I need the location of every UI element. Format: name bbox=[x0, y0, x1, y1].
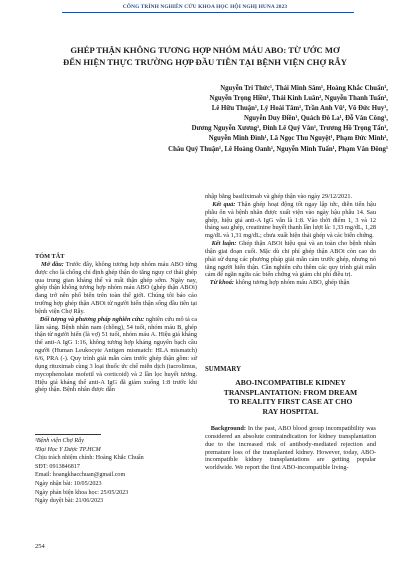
results-text: Thận ghép hoạt động tốt ngay lập tức, diễn tiến hậu phẫu ổn và bệnh nhân được xuất viện vào ngày hậu phẫu 14. Sau ghép, hiệu giá anti-A IgG vẫn là 1:8. Vào thời điểm 1, 3 và 12 tháng sau ghép, creatinine huyết thanh lần lượt là: 1,33 mg/dL, 1,28 mg/dL và 1,31 mg/dL; chưa xuất hiện thải ghép và các biến chứng. bbox=[205, 200, 377, 240]
continued-text: nhập bằng basiliximab và ghép thận vào ngày 29/12/2021. bbox=[205, 193, 353, 200]
corresponding-author: Chịu trách nhiệm chính: Hoàng Khắc Chuẩn bbox=[35, 455, 144, 462]
article-title bbox=[40, 45, 370, 68]
author-list bbox=[126, 84, 388, 155]
results-label: Kết quả: bbox=[212, 200, 236, 208]
author-line: Nguyễn Trí Thức¹, Thái Minh Sâm¹, Hoàng Khắc Chuẩn¹, bbox=[220, 85, 388, 92]
received-date: Ngày nhận bài: 10/05/2023 bbox=[35, 480, 102, 487]
review-date: Ngày phản biện khoa học: 25/05/2023 bbox=[35, 489, 129, 496]
author-line: Dương Nguyễn Xương¹, Đinh Lê Quý Văn¹, Trương Hồ Trọng Tấn¹, bbox=[191, 125, 388, 133]
footnote-rule bbox=[35, 434, 101, 435]
phone: SĐT: 0913846817 bbox=[35, 463, 80, 470]
page-number: 254 bbox=[35, 543, 45, 550]
english-abstract bbox=[205, 425, 376, 472]
email: Email: hoangkhacchuan@gmail.com bbox=[35, 472, 126, 479]
en-title-line: RAY HOSPITAL bbox=[262, 406, 319, 416]
footnotes bbox=[35, 437, 197, 506]
author-line: Nguyễn Minh Đình¹, Lã Ngọc Thu Nguyệt¹, Phạm Đức Minh², bbox=[208, 135, 388, 143]
summary-heading-vi: TÓM TẮT bbox=[35, 253, 65, 260]
author-line: Nguyễn Trọng Hiền¹, Thái Kinh Luân², Nguyễn Thanh Tuấn², bbox=[209, 95, 388, 103]
en-title-line: TO REALITY FIRST CASE AT CHO bbox=[228, 397, 353, 407]
affiliation-2: ²Đại Học Y Dược TP.HCM bbox=[35, 446, 101, 453]
methods-text: nghiên cứu mô tả ca lâm sàng. Bệnh nhân nam (chồng), 54 tuổi, nhóm máu B, ghép thận từ người hiến (là vợ) 51 tuổi, nhóm máu A. Hiệu giá kháng thể anti-A IgG 1:16, không tương hợp kháng nguyên bạch cầu người (Human Leukocyte Antigen mismatch: HLA mismatch) 6/6, PRA (-). Quy trình giải mẫn cảm trước ghép thận gồm: sử dụng rituximab cùng 3 loại thuốc ức chế miễn dịch (tacrolimus, mycophenolate mofetil và corticoid) và 2 lần lọc huyết tương. Hiệu giá kháng thể anti-A IgG đã giảm xuống 1:8 trước khi ghép thận. Bệnh nhân được dẫn bbox=[35, 315, 197, 394]
background-text: In the past, ABO blood group incompatibility was considered an absolute contraindication for kidney transplantation due to the increased risk of antibody-mediated rejection and premature loss of the transplanted kidney. However, today, ABO-incompatible kidney transplantations are getting popular worldwide. We report the first ABO-incompatible living- bbox=[205, 425, 376, 472]
summary-heading-en: SUMMARY bbox=[205, 366, 242, 373]
english-title bbox=[205, 378, 376, 416]
author-line: Lê Hữu Thuận¹, Lý Hoài Tâm¹, Trần Anh Vũ¹, Võ Đức Huy¹, bbox=[211, 105, 388, 113]
conclusion-label: Kết luận: bbox=[211, 240, 237, 248]
abstract-vi-right-column bbox=[205, 193, 376, 287]
intro-label: Mở đầu: bbox=[41, 260, 64, 268]
journal-header: CÔNG TRÌNH NGHIÊN CỨU KHOA HỌC HỘI NGHỊ HUNA 2023 bbox=[122, 4, 288, 10]
background-label: Background: bbox=[210, 425, 246, 432]
keywords-text: không tương hợp nhóm máu ABO, ghép thận bbox=[235, 279, 350, 287]
conclusion-text: Ghép thận ABOi hiệu quả và an toàn cho bệnh nhân thận giai đoạn cuối. Mặc dù chi phí ghép thận ABOi còn cao do phải sử dụng các phương pháp giải mẫn cảm trước ghép, nhưng nó tăng người hiến thận. Cần nghiên cứu thêm các quy trình giải mẫn cảm để ngăn ngừa các biến chứng và giảm chi phí điều trị. bbox=[205, 240, 377, 279]
abstract-vi-left-column bbox=[35, 253, 197, 394]
intro-text: Trước đây, không tương hợp nhóm máu ABO từng được cho là chống chỉ định ghép thận do tăng nguy cơ thải ghép qua trung gian kháng thể và mất thận ghép sớm. Ngày nay, ghép thận không tương hợp nhóm máu ABO (ghép thận ABOi) đang trở nên phổ biến trên toàn thế giới. Chúng tôi báo cáo trường hợp ghép thận ABOi từ người hiến thận sống đầu tiên tại bệnh viện Chợ Rẫy. bbox=[35, 260, 197, 315]
accepted-date: Ngày duyệt bài: 21/06/2023 bbox=[35, 498, 104, 505]
affiliation-1: ¹Bệnh viện Chợ Rẫy bbox=[35, 438, 84, 444]
author-line: Nguyễn Duy Điền¹, Quách Đô La¹, Đỗ Văn Công¹, bbox=[243, 115, 388, 123]
en-title-line: ABO-INCOMPATIBLE KIDNEY bbox=[235, 378, 346, 387]
title-line-1: GHÉP THẬN KHÔNG TƯƠNG HỢP NHÓM MÁU ABO: TỪ ƯỚC MƠ bbox=[70, 45, 340, 55]
keywords-label: Từ khoá: bbox=[209, 279, 234, 287]
header-rule bbox=[62, 12, 354, 13]
en-title-line: TRANSPLANTATION: FROM DREAM bbox=[223, 387, 358, 397]
methods-label: Đối tượng và phương pháp nghiên cứu: bbox=[39, 315, 145, 323]
title-line-2: ĐẾN HIỆN THỰC TRƯỜNG HỢP ĐẦU TIÊN TẠI BỆNH VIỆN CHỢ RẪY bbox=[63, 56, 347, 67]
author-line: Châu Quý Thuận¹, Lê Hoàng Oanh¹, Nguyễn Minh Tuấn¹, Phạm Văn Đông¹ bbox=[168, 145, 388, 153]
